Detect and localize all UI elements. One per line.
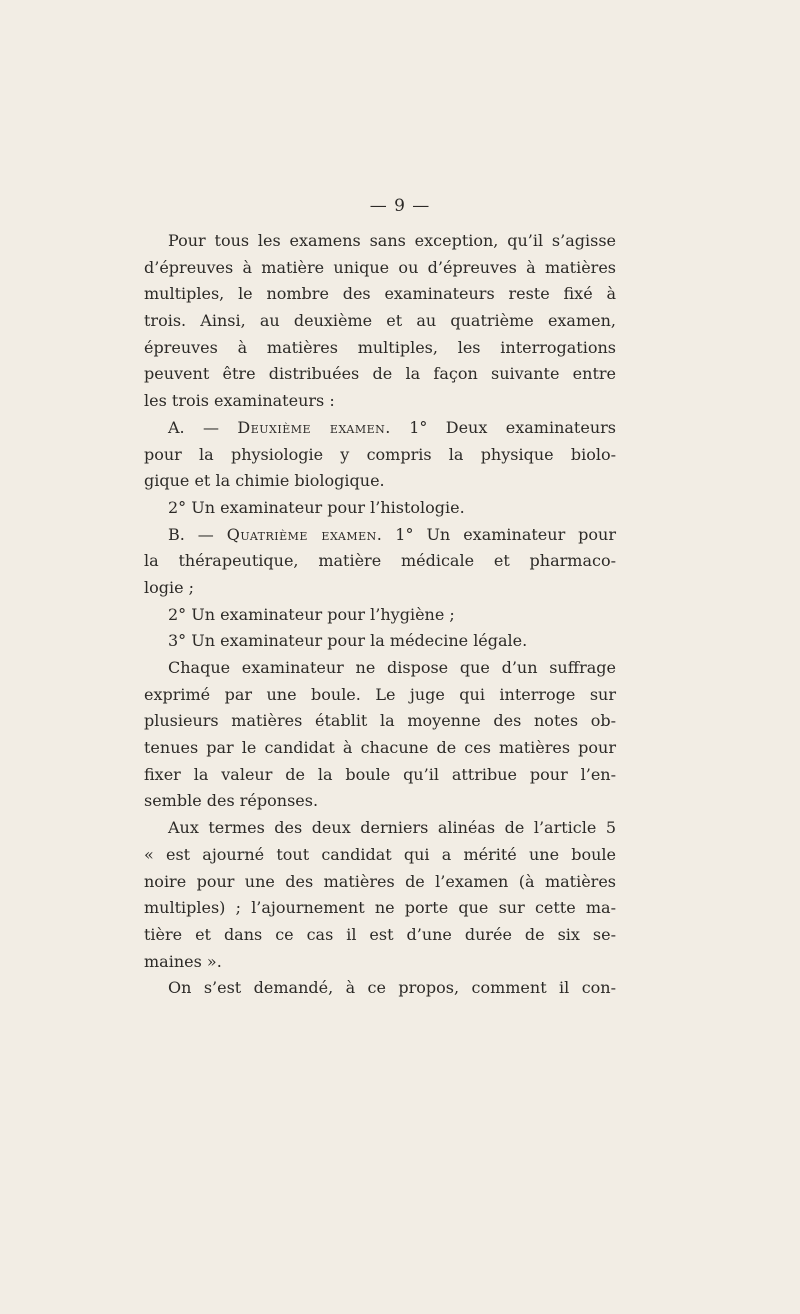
text-line: 3° Un examinateur pour la médecine légale. <box>168 631 528 651</box>
section-heading: Quatrième examen. <box>226 524 383 544</box>
text-line: pour la physiologie y compris la physique biolo- <box>144 444 616 464</box>
text-line: « est ajourné tout candidat qui a mérité une boule <box>144 844 616 864</box>
body-text <box>144 228 616 1002</box>
text-line: 2° Un examinateur pour l’histologie. <box>168 497 465 517</box>
text-line: peuvent être distribuées de la façon suivante entre <box>144 364 616 384</box>
text-line: Aux termes des deux derniers alinéas de l’article 5 <box>168 818 616 838</box>
page-number: — 9 — <box>369 196 431 216</box>
section-heading: Deuxième examen. <box>237 417 391 437</box>
text-line: multiples) ; l’ajournement ne porte que sur cette ma- <box>144 898 616 918</box>
text-line: tière et dans ce cas il est d’une durée de six se- <box>144 924 616 944</box>
text-line-suffix: 1° Un examinateur pour <box>382 524 617 544</box>
text-line: semble des réponses. <box>144 791 319 811</box>
text-line: trois. Ainsi, au deuxième et au quatrième examen, <box>144 311 616 331</box>
text-line: épreuves à matières multiples, les interrogations <box>144 337 616 357</box>
text-line <box>144 522 616 549</box>
text-line: gique et la chimie biologique. <box>144 471 385 491</box>
text-line: les trois examinateurs : <box>144 391 335 411</box>
text-line: logie ; <box>144 577 195 597</box>
text-line: noire pour une des matières de l’examen (à matières <box>144 871 616 891</box>
text-line: On s’est demandé, à ce propos, comment il con- <box>168 978 616 998</box>
text-line: Chaque examinateur ne dispose que d’un suffrage <box>168 658 616 677</box>
text-line: plusieurs matières établit la moyenne des notes ob- <box>144 711 616 731</box>
text-line: fixer la valeur de la boule qu’il attribue pour l’en- <box>144 764 616 784</box>
text-line: exprimé par une boule. Le juge qui interroge sur <box>144 684 616 704</box>
text-line: 2° Un examinateur pour l’hygiène ; <box>168 604 455 624</box>
text-line-suffix: 1° Deux examinateurs <box>390 417 616 437</box>
text-line: d’épreuves à matière unique ou d’épreuves à matières <box>144 257 616 277</box>
text-line: la thérapeutique, matière médicale et pharmaco- <box>144 551 616 571</box>
text-line: tenues par le candidat à chacune de ces matières pour <box>144 738 616 758</box>
text-line-prefix: B. — <box>168 524 227 544</box>
text-line <box>144 415 616 442</box>
text-line-prefix: A. — <box>168 417 238 437</box>
text-line: maines ». <box>144 951 222 971</box>
text-line: multiples, le nombre des examinateurs reste fixé à <box>144 284 616 304</box>
text-line: Pour tous les examens sans exception, qu’il s’agisse <box>168 231 616 250</box>
